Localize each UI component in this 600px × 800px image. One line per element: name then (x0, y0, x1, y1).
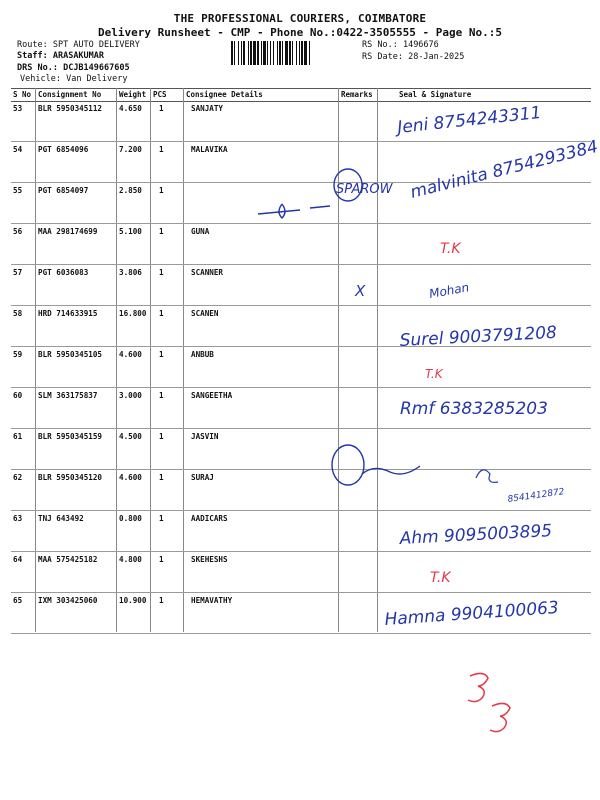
col-pcs: PCS (153, 90, 167, 99)
vehicle-line (20, 74, 128, 85)
signature-60: Rmf 6383285203 (400, 399, 548, 419)
drs-barcode (230, 41, 355, 65)
rs-date-line (362, 52, 464, 63)
barcode-bar (234, 41, 235, 65)
cell-consignment: MAA 575425182 (38, 555, 98, 564)
cell-sno: 58 (13, 309, 23, 318)
drs-label: DRS No.: (17, 63, 58, 73)
cell-pcs: 1 (159, 514, 164, 523)
cell-consignment: BLR 5950345112 (38, 104, 103, 113)
cell-pcs: 1 (159, 596, 164, 605)
cell-pcs: 1 (159, 186, 164, 195)
barcode-bar (273, 41, 274, 65)
signature-63: Ahm 9095003895 (399, 521, 553, 549)
cell-consignee: SURAJ (191, 473, 214, 482)
cell-sno: 56 (13, 227, 23, 236)
col-remarks: Remarks (341, 90, 373, 99)
vehicle-value: Van Delivery (66, 74, 128, 84)
col-consignee: Consignee Details (186, 90, 263, 99)
cell-pcs: 1 (159, 555, 164, 564)
cell-consignee: HEMAVATHY (191, 596, 233, 605)
col-sno: S No (13, 90, 32, 99)
rs-date-value: 28-Jan-2025 (408, 52, 465, 62)
staff-line (17, 51, 104, 62)
cell-consignment: BLR 5950345159 (38, 432, 103, 441)
table-row (11, 305, 591, 347)
cell-sno: 54 (13, 145, 23, 154)
cell-sno: 63 (13, 514, 23, 523)
signature-54: malvinita 8754293384 (408, 136, 600, 203)
cell-weight: 4.500 (119, 432, 142, 441)
cell-pcs: 1 (159, 391, 164, 400)
signature-64: T.K (430, 570, 451, 586)
cell-sno: 59 (13, 350, 23, 359)
table-row (11, 100, 591, 142)
cell-pcs: 1 (159, 268, 164, 277)
barcode-bar (309, 41, 310, 65)
cell-consignment: TNJ 643492 (38, 514, 84, 523)
cell-consignee: GUNA (191, 227, 210, 236)
rs-no-line (362, 40, 439, 51)
cell-consignment: HRD 714633915 (38, 309, 98, 318)
cell-consignee: SANGEETHA (191, 391, 233, 400)
barcode-bar (257, 41, 259, 65)
route-line (17, 40, 140, 51)
barcode-bar (261, 41, 262, 65)
cell-weight: 4.800 (119, 555, 142, 564)
route-value: SPT AUTO DELIVERY (52, 40, 140, 50)
signature-57: Mohan (428, 280, 471, 301)
cell-weight: 3.806 (119, 268, 142, 277)
barcode-bar (301, 41, 303, 65)
cell-weight: 5.100 (119, 227, 142, 236)
cell-consignee: AADICARS (191, 514, 228, 523)
col-consignment: Consignment No (38, 90, 102, 99)
table-row (11, 510, 591, 552)
barcode-bar (285, 41, 288, 65)
cell-sno: 65 (13, 596, 23, 605)
table-row (11, 551, 591, 593)
table-row (11, 182, 591, 224)
runsheet-title: Delivery Runsheet - CMP - Phone No.:0422-3505555 - Page No.:5 (98, 26, 502, 39)
barcode-bar (270, 41, 271, 65)
barcode-bar (296, 41, 297, 65)
drs-value: DCJB149667605 (63, 63, 130, 73)
cell-sno: 64 (13, 555, 23, 564)
barcode-bar (299, 41, 300, 65)
vehicle-label: Vehicle: (20, 74, 61, 84)
cell-consignment: PGT 6854097 (38, 186, 89, 195)
barcode-bar (250, 41, 252, 65)
signature-58: Surel 9003791208 (399, 322, 558, 351)
cell-sno: 53 (13, 104, 23, 113)
cell-consignee: MALAVIKA (191, 145, 228, 154)
staff-label: Staff: (17, 51, 48, 61)
cell-consignee: ANBUB (191, 350, 214, 359)
cell-weight: 4.650 (119, 104, 142, 113)
signature-62: 8541412872 (507, 487, 566, 505)
barcode-bar (238, 41, 239, 65)
rs-no-label: RS No.: (362, 40, 398, 50)
cell-pcs: 1 (159, 309, 164, 318)
cell-sno: 55 (13, 186, 23, 195)
cell-consignee: JASVIN (191, 432, 219, 441)
cell-pcs: 1 (159, 145, 164, 154)
table-row (11, 469, 591, 511)
route-label: Route: (17, 40, 48, 50)
cell-consignment: PGT 6036083 (38, 268, 89, 277)
signature-59: T.K (425, 367, 443, 381)
cell-pcs: 1 (159, 227, 164, 236)
cell-consignment: BLR 5950345120 (38, 473, 103, 482)
cell-weight: 0.800 (119, 514, 142, 523)
staff-value: ARASAKUMAR (52, 51, 105, 61)
barcode-bar (248, 41, 249, 65)
rs-no-value: 1496676 (402, 40, 439, 50)
barcode-bar (231, 41, 233, 65)
cell-consignee: SCANNER (191, 268, 224, 277)
table-row (11, 428, 591, 470)
cell-weight: 3.000 (119, 391, 142, 400)
barcode-bar (267, 41, 268, 65)
cell-sno: 60 (13, 391, 23, 400)
cell-consignment: IXM 303425060 (38, 596, 98, 605)
barcode-bar (304, 41, 307, 65)
cell-consignment: BLR 5950345105 (38, 350, 103, 359)
signature-53: Jeni 8754243311 (396, 102, 543, 138)
barcode-bar (289, 41, 291, 65)
cell-weight: 2.850 (119, 186, 142, 195)
cell-weight: 7.200 (119, 145, 142, 154)
cell-consignment: SLM 363175837 (38, 391, 98, 400)
cell-sno: 57 (13, 268, 23, 277)
table-row (11, 223, 591, 265)
cell-weight: 10.900 (119, 596, 147, 605)
cell-consignee: SCANEN (191, 309, 219, 318)
cell-pcs: 1 (159, 473, 164, 482)
barcode-bar (253, 41, 256, 65)
remark-55: SPAROW (336, 182, 393, 197)
remark-57: X (355, 282, 366, 300)
signature-56: T.K (440, 241, 461, 257)
col-weight: Weight (119, 90, 147, 99)
cell-pcs: 1 (159, 350, 164, 359)
cell-consignee: SKEHESHS (191, 555, 228, 564)
table-row (11, 592, 591, 634)
col-seal-signature: Seal & Signature (399, 90, 472, 99)
barcode-bar (241, 41, 242, 65)
table-row (11, 346, 591, 388)
barcode-bar (277, 41, 278, 65)
red-mark (468, 673, 488, 701)
rs-date-label: RS Date: (362, 52, 403, 62)
cell-consignment: PGT 6854096 (38, 145, 89, 154)
cell-weight: 4.600 (119, 350, 142, 359)
signature-65: Hamna 9904100063 (383, 597, 560, 630)
drs-line (17, 63, 130, 74)
cell-pcs: 1 (159, 432, 164, 441)
barcode-bar (292, 41, 293, 65)
table-row (11, 387, 591, 429)
table-row (11, 141, 591, 183)
cell-sno: 62 (13, 473, 23, 482)
barcode-bar (243, 41, 245, 65)
cell-sno: 61 (13, 432, 23, 441)
company-title: THE PROFESSIONAL COURIERS, COIMBATORE (173, 12, 427, 25)
barcode-bar (282, 41, 283, 65)
barcode-bar (279, 41, 281, 65)
table-row (11, 264, 591, 306)
barcode-bar (263, 41, 266, 65)
cell-weight: 4.600 (119, 473, 142, 482)
cell-pcs: 1 (159, 104, 164, 113)
red-mark (490, 703, 510, 731)
cell-consignment: MAA 298174699 (38, 227, 98, 236)
cell-weight: 16.800 (119, 309, 147, 318)
cell-consignee: SANJATY (191, 104, 224, 113)
